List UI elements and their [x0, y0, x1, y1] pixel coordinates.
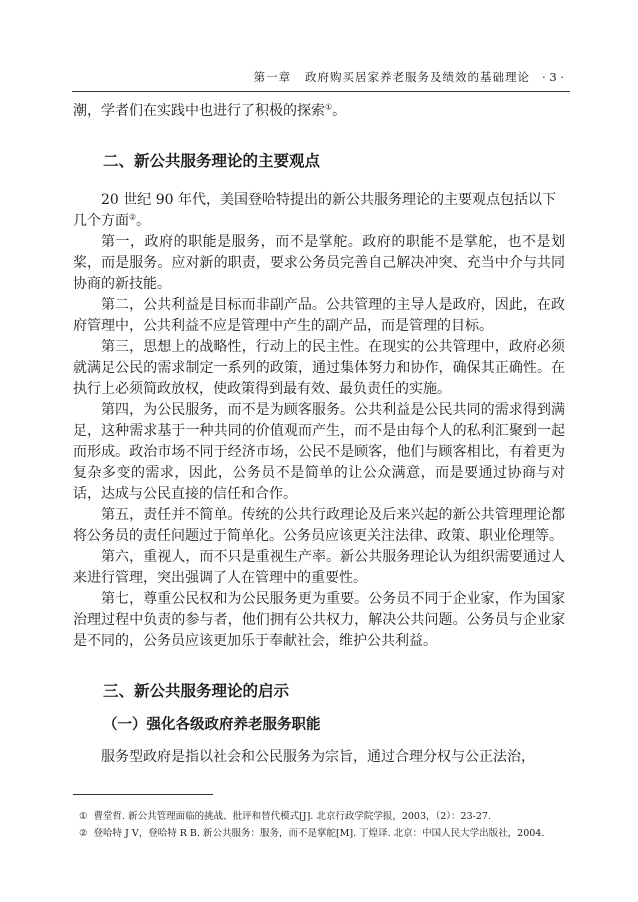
page-body [73, 101, 565, 768]
header-chapter: 第一章 [253, 70, 292, 84]
footnote-2-marker: ② [79, 828, 88, 839]
footnotes [73, 808, 608, 842]
header-rule [72, 91, 570, 92]
point-3-paragraph: 第三，思想上的战略性，行动上的民主性。在现实的公共管理中，政府必须就满足公民的需求制定一系列的政策，通过集体努力和协作，确保其正确性。在执行上必须简政放权，使政策得到最有效、最负责任的实施。 [73, 339, 565, 397]
footnote-2-text: 登哈特 J V，登哈特 R B. 新公共服务：服务，而不是掌舵[M]. 丁煌译. 北京：中国人民大学出版社，2004. [93, 828, 545, 839]
point-6-paragraph: 第六，重视人，而不只是重视生产率。新公共服务理论认为组织需要通过人来进行管理，突出强调了人在管理中的重要性。 [73, 549, 565, 586]
section-3-heading: 三、新公共服务理论的启示 [103, 682, 290, 700]
point-4-paragraph: 第四，为公民服务，而不是为顾客服务。公共利益是公民共同的需求得到满足，这种需求基于一种共同的价值观而产生，而不是由每个人的私利汇聚到一起而形成。政治市场不同于经济市场，公民不是顾客，他们与顾客相比，有着更为复杂多变的需求，因此，公务员不是简单的让公众满意，而是要通过协商与对话，达成与公民直接的信任和合作。 [73, 402, 565, 502]
point-1-paragraph: 第一，政府的职能是服务，而不是掌舵。政府的职能不是掌舵，也不是划桨，而是服务。应对新的职责，要求公务员完善自己解决冲突、充当中介与共同协商的新技能。 [73, 234, 565, 292]
footnote-1-marker: ① [79, 811, 88, 822]
footnote-2 [73, 825, 608, 842]
footnote-1 [73, 808, 608, 825]
header-title: 政府购买居家养老服务及绩效的基础理论 [305, 70, 531, 84]
intro-paragraph: 20 世纪 90 年代，美国登哈特提出的新公共服务理论的主要观点包括以下几个方面②。 [73, 192, 556, 229]
running-header [254, 69, 564, 85]
subsection-1-heading: （一）强化各级政府养老服务职能 [103, 716, 321, 733]
footnote-rule [73, 794, 213, 795]
footnote-ref-2: ② [129, 212, 137, 222]
point-5-paragraph: 第五，责任并不简单。传统的公共行政理论及后来兴起的新公共管理理论都将公务员的责任问题过于简单化。公务员应该更关注法律、政策、职业伦理等。 [73, 507, 565, 544]
header-page-number: · 3 · [542, 70, 564, 84]
carry-over-paragraph: 潮，学者们在实践中也进行了积极的探索①。 [73, 102, 347, 119]
footnote-1-text: 曹堂哲. 新公共管理面临的挑战、批评和替代模式[J]. 北京行政学院学报，2003，（2）：23-27. [93, 811, 491, 822]
point-2-paragraph: 第二，公共利益是目标而非副产品。公共管理的主导人是政府，因此，在政府管理中，公共利益不应是管理中产生的副产品，而是管理的目标。 [73, 297, 565, 334]
footnote-ref-1: ① [325, 102, 333, 112]
section-2-heading: 二、新公共服务理论的主要观点 [103, 152, 321, 170]
point-7-paragraph: 第七，尊重公民权和为公民服务更为重要。公务员不同于企业家，作为国家治理过程中负责的参与者，他们拥有公共权力，解决公共问题。公务员与企业家是不同的，公务员应该更加乐于奉献社会，维护公共利益。 [73, 591, 565, 649]
service-government-paragraph: 服务型政府是指以社会和公民服务为宗旨，通过合理分权与公正法治， [101, 749, 535, 765]
